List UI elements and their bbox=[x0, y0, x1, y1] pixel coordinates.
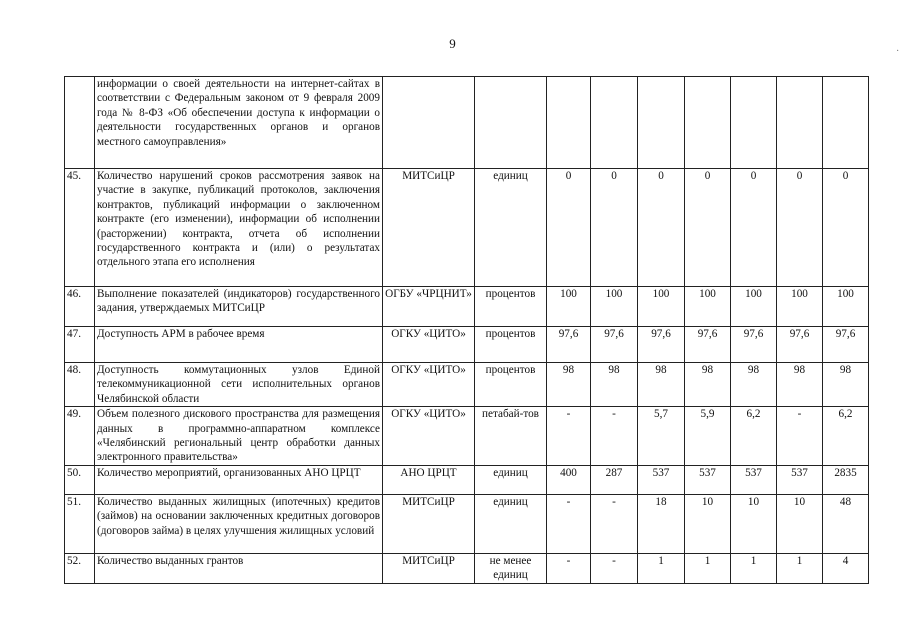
indicator-value: 400 bbox=[547, 465, 591, 494]
indicator-value: 0 bbox=[777, 169, 823, 287]
unit-of-measure bbox=[475, 77, 547, 169]
indicator-value: 98 bbox=[638, 363, 685, 407]
indicator-value: 100 bbox=[591, 287, 638, 327]
indicator-value: - bbox=[591, 553, 638, 583]
responsible-organization: МИТСиЦР bbox=[383, 169, 475, 287]
indicator-value: 100 bbox=[777, 287, 823, 327]
responsible-organization: АНО ЦРЦТ bbox=[383, 465, 475, 494]
unit-of-measure: единиц bbox=[475, 494, 547, 553]
indicator-value: 1 bbox=[685, 553, 731, 583]
unit-of-measure: единиц bbox=[475, 169, 547, 287]
scan-edge-mark: · bbox=[896, 46, 900, 57]
indicator-value: 98 bbox=[685, 363, 731, 407]
indicator-value: 0 bbox=[638, 169, 685, 287]
table-row bbox=[65, 77, 869, 169]
indicator-value: 6,2 bbox=[731, 407, 777, 466]
indicator-value: 18 bbox=[638, 494, 685, 553]
row-number: 51. bbox=[65, 494, 95, 553]
indicator-value: 537 bbox=[731, 465, 777, 494]
indicator-value: 48 bbox=[823, 494, 869, 553]
indicator-value bbox=[731, 77, 777, 169]
responsible-organization: МИТСиЦР bbox=[383, 494, 475, 553]
indicator-value: 0 bbox=[547, 169, 591, 287]
unit-of-measure: процентов bbox=[475, 327, 547, 363]
indicator-value: 10 bbox=[777, 494, 823, 553]
table-body bbox=[65, 77, 869, 584]
indicator-value bbox=[638, 77, 685, 169]
indicators-table bbox=[64, 76, 869, 584]
indicator-value: 5,7 bbox=[638, 407, 685, 466]
responsible-organization: ОГКУ «ЦИТО» bbox=[383, 407, 475, 466]
row-number: 46. bbox=[65, 287, 95, 327]
indicator-value: 97,6 bbox=[638, 327, 685, 363]
indicator-value: - bbox=[591, 407, 638, 466]
unit-of-measure: процентов bbox=[475, 363, 547, 407]
indicator-description: Количество выданных грантов bbox=[95, 553, 383, 583]
indicator-value: 100 bbox=[731, 287, 777, 327]
indicator-value: 5,9 bbox=[685, 407, 731, 466]
table-row bbox=[65, 407, 869, 466]
table-row bbox=[65, 494, 869, 553]
unit-of-measure: единиц bbox=[475, 465, 547, 494]
indicator-value: 100 bbox=[685, 287, 731, 327]
indicator-value: 97,6 bbox=[547, 327, 591, 363]
indicator-description: Количество мероприятий, организованных АНО ЦРЦТ bbox=[95, 465, 383, 494]
indicator-value bbox=[591, 77, 638, 169]
indicator-value: 537 bbox=[638, 465, 685, 494]
indicator-value: 537 bbox=[685, 465, 731, 494]
responsible-organization: МИТСиЦР bbox=[383, 553, 475, 583]
indicator-description: Выполнение показателей (индикаторов) государственного задания, утверждаемых МИТСиЦР bbox=[95, 287, 383, 327]
indicator-value: 98 bbox=[547, 363, 591, 407]
row-number: 49. bbox=[65, 407, 95, 466]
indicator-value: 6,2 bbox=[823, 407, 869, 466]
row-number: 45. bbox=[65, 169, 95, 287]
indicator-description: Доступность АРМ в рабочее время bbox=[95, 327, 383, 363]
indicator-description: Доступность коммутационных узлов Единой телекоммуникационной сети исполнительных органов Челябинской области bbox=[95, 363, 383, 407]
table-row bbox=[65, 553, 869, 583]
indicator-value: 100 bbox=[823, 287, 869, 327]
indicator-value: 1 bbox=[638, 553, 685, 583]
table-row bbox=[65, 363, 869, 407]
indicator-value: - bbox=[777, 407, 823, 466]
responsible-organization: ОГКУ «ЦИТО» bbox=[383, 327, 475, 363]
indicator-description: Объем полезного дискового пространства для размещения данных в программно-аппаратном комплексе «Челябинский региональный центр обработки данных электронного правительства» bbox=[95, 407, 383, 466]
indicator-description: Количество выданных жилищных (ипотечных) кредитов (займов) на основании заключенных кредитных договоров (договоров займа) в целях улучшения жилищных условий bbox=[95, 494, 383, 553]
page-number: 9 bbox=[449, 36, 456, 51]
indicator-value: 10 bbox=[731, 494, 777, 553]
indicator-value: 100 bbox=[638, 287, 685, 327]
indicator-value: 100 bbox=[547, 287, 591, 327]
indicator-value: 98 bbox=[823, 363, 869, 407]
unit-of-measure: петабай-тов bbox=[475, 407, 547, 466]
indicator-value: - bbox=[547, 494, 591, 553]
responsible-organization: ОГБУ «ЧРЦНИТ» bbox=[383, 287, 475, 327]
table-row bbox=[65, 465, 869, 494]
table-row bbox=[65, 287, 869, 327]
indicator-value: 98 bbox=[731, 363, 777, 407]
indicator-value: - bbox=[547, 553, 591, 583]
unit-of-measure: процентов bbox=[475, 287, 547, 327]
indicator-value: 1 bbox=[777, 553, 823, 583]
indicator-value: 97,6 bbox=[777, 327, 823, 363]
indicator-value bbox=[777, 77, 823, 169]
indicator-value: 0 bbox=[823, 169, 869, 287]
row-number: 48. bbox=[65, 363, 95, 407]
indicator-value: 4 bbox=[823, 553, 869, 583]
indicator-value: 98 bbox=[777, 363, 823, 407]
indicator-value bbox=[547, 77, 591, 169]
responsible-organization: ОГКУ «ЦИТО» bbox=[383, 363, 475, 407]
indicator-value: 0 bbox=[685, 169, 731, 287]
indicator-value: 97,6 bbox=[591, 327, 638, 363]
indicator-value: 97,6 bbox=[685, 327, 731, 363]
table-row bbox=[65, 327, 869, 363]
responsible-organization bbox=[383, 77, 475, 169]
indicator-value: 1 bbox=[731, 553, 777, 583]
indicator-value: 537 bbox=[777, 465, 823, 494]
indicator-value: 2835 bbox=[823, 465, 869, 494]
indicator-value: 10 bbox=[685, 494, 731, 553]
row-number bbox=[65, 77, 95, 169]
indicator-description: Количество нарушений сроков рассмотрения заявок на участие в закупке, публикаций протоколов, заключения контрактов, публикаций информации о заключенном контракте (его изменении), информации об исполнении (расторжении) контракта, отчета об исполнении государственного контракта и (или) о результатах отдельного этапа его исполнения bbox=[95, 169, 383, 287]
indicator-value: 0 bbox=[731, 169, 777, 287]
row-number: 50. bbox=[65, 465, 95, 494]
indicator-value: 97,6 bbox=[823, 327, 869, 363]
indicator-value: 287 bbox=[591, 465, 638, 494]
unit-of-measure: не менее единиц bbox=[475, 553, 547, 583]
row-number: 52. bbox=[65, 553, 95, 583]
indicator-description: информации о своей деятельности на интернет-сайтах в соответствии с Федеральным законом от 9 февраля 2009 года № 8-ФЗ «Об обеспечении доступа к информации о деятельности государственных органов и органов местного самоуправления» bbox=[95, 77, 383, 169]
indicator-value bbox=[685, 77, 731, 169]
indicator-value bbox=[823, 77, 869, 169]
table-row bbox=[65, 169, 869, 287]
row-number: 47. bbox=[65, 327, 95, 363]
indicator-value: 97,6 bbox=[731, 327, 777, 363]
indicator-value: - bbox=[591, 494, 638, 553]
indicator-value: 98 bbox=[591, 363, 638, 407]
indicator-value: 0 bbox=[591, 169, 638, 287]
indicator-value: - bbox=[547, 407, 591, 466]
